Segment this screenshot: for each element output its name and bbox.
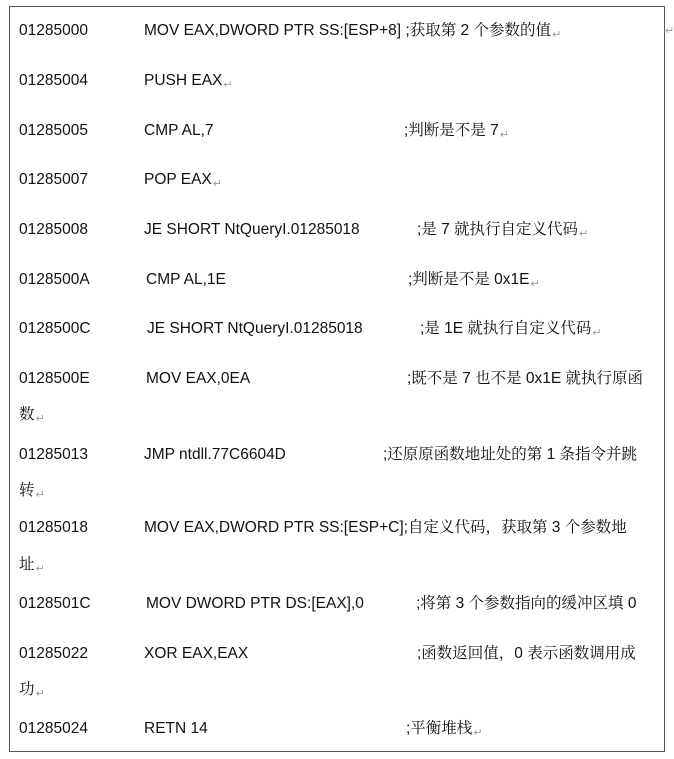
comment: ;还原原函数地址处的第 1 条指令并跳 (383, 446, 638, 463)
comment: ;既不是 7 也不是 0x1E 就执行原函 (407, 370, 643, 387)
instruction: MOV DWORD PTR DS:[EAX],0 (146, 595, 364, 612)
address: 01285004 (19, 72, 88, 89)
paragraph-mark-icon: ↵ (35, 489, 45, 501)
address: 01285024 (19, 720, 88, 737)
paragraph-mark-icon: ↵ (665, 25, 674, 37)
address: 01285007 (19, 171, 88, 188)
comment: ;平衡堆栈↵ (406, 720, 483, 739)
address: 01285022 (19, 645, 88, 662)
instruction: XOR EAX,EAX (144, 645, 249, 662)
comment: ;判断是不是 7↵ (404, 122, 509, 141)
instruction: RETN 14 (144, 720, 208, 737)
instruction: JE SHORT NtQueryI.01285018 (144, 221, 360, 238)
paragraph-mark-icon: ↵ (551, 29, 562, 41)
paragraph-mark-icon: ↵ (212, 178, 222, 190)
instruction: POP EAX↵ (144, 171, 222, 190)
paragraph-mark-icon: ↵ (592, 327, 602, 339)
instruction: MOV EAX,DWORD PTR SS:[ESP+8] ;获取第 2 个参数的值↵ (144, 22, 562, 41)
address: 0128501C (19, 595, 91, 612)
address: 0128500C (19, 320, 91, 337)
address: 0128500E (19, 370, 90, 387)
instruction: MOV EAX,0EA (146, 370, 251, 387)
paragraph-mark-icon: ↵ (223, 79, 233, 91)
instruction: JE SHORT NtQueryI.01285018 (147, 320, 363, 337)
instruction: PUSH EAX↵ (144, 72, 233, 91)
instruction: CMP AL,1E (146, 271, 226, 288)
comment: ;将第 3 个参数指向的缓冲区填 0 (416, 595, 637, 612)
comment: ;函数返回值，0 表示函数调用成 (417, 645, 636, 662)
comment-continuation: 址↵ (19, 556, 45, 575)
paragraph-mark-icon: ↵ (530, 278, 540, 290)
paragraph-mark-icon: ↵ (579, 228, 589, 240)
paragraph-mark-icon: ↵ (35, 563, 45, 575)
comment-continuation: 数↵ (19, 406, 45, 425)
paragraph-mark-icon: ↵ (35, 688, 45, 700)
instruction: CMP AL,7 (144, 122, 214, 139)
paragraph-mark-icon: ↵ (35, 413, 45, 425)
paragraph-mark-icon: ↵ (473, 727, 483, 739)
instruction: MOV EAX,DWORD PTR SS:[ESP+C];自定义代码，获取第 3 个参数地 (144, 519, 627, 536)
comment-continuation: 功↵ (19, 681, 45, 700)
comment-continuation: 转↵ (19, 482, 45, 501)
comment: ;是 7 就执行自定义代码↵ (417, 221, 589, 240)
comment: ;是 1E 就执行自定义代码↵ (420, 320, 602, 339)
address: 01285005 (19, 122, 88, 139)
address: 0128500A (19, 271, 90, 288)
comment: ;判断是不是 0x1E↵ (408, 271, 540, 290)
instruction: JMP ntdll.77C6604D (144, 446, 286, 463)
address: 01285013 (19, 446, 88, 463)
address: 01285018 (19, 519, 88, 536)
address: 01285008 (19, 221, 88, 238)
address: 01285000 (19, 22, 88, 39)
paragraph-mark-icon: ↵ (499, 129, 509, 141)
